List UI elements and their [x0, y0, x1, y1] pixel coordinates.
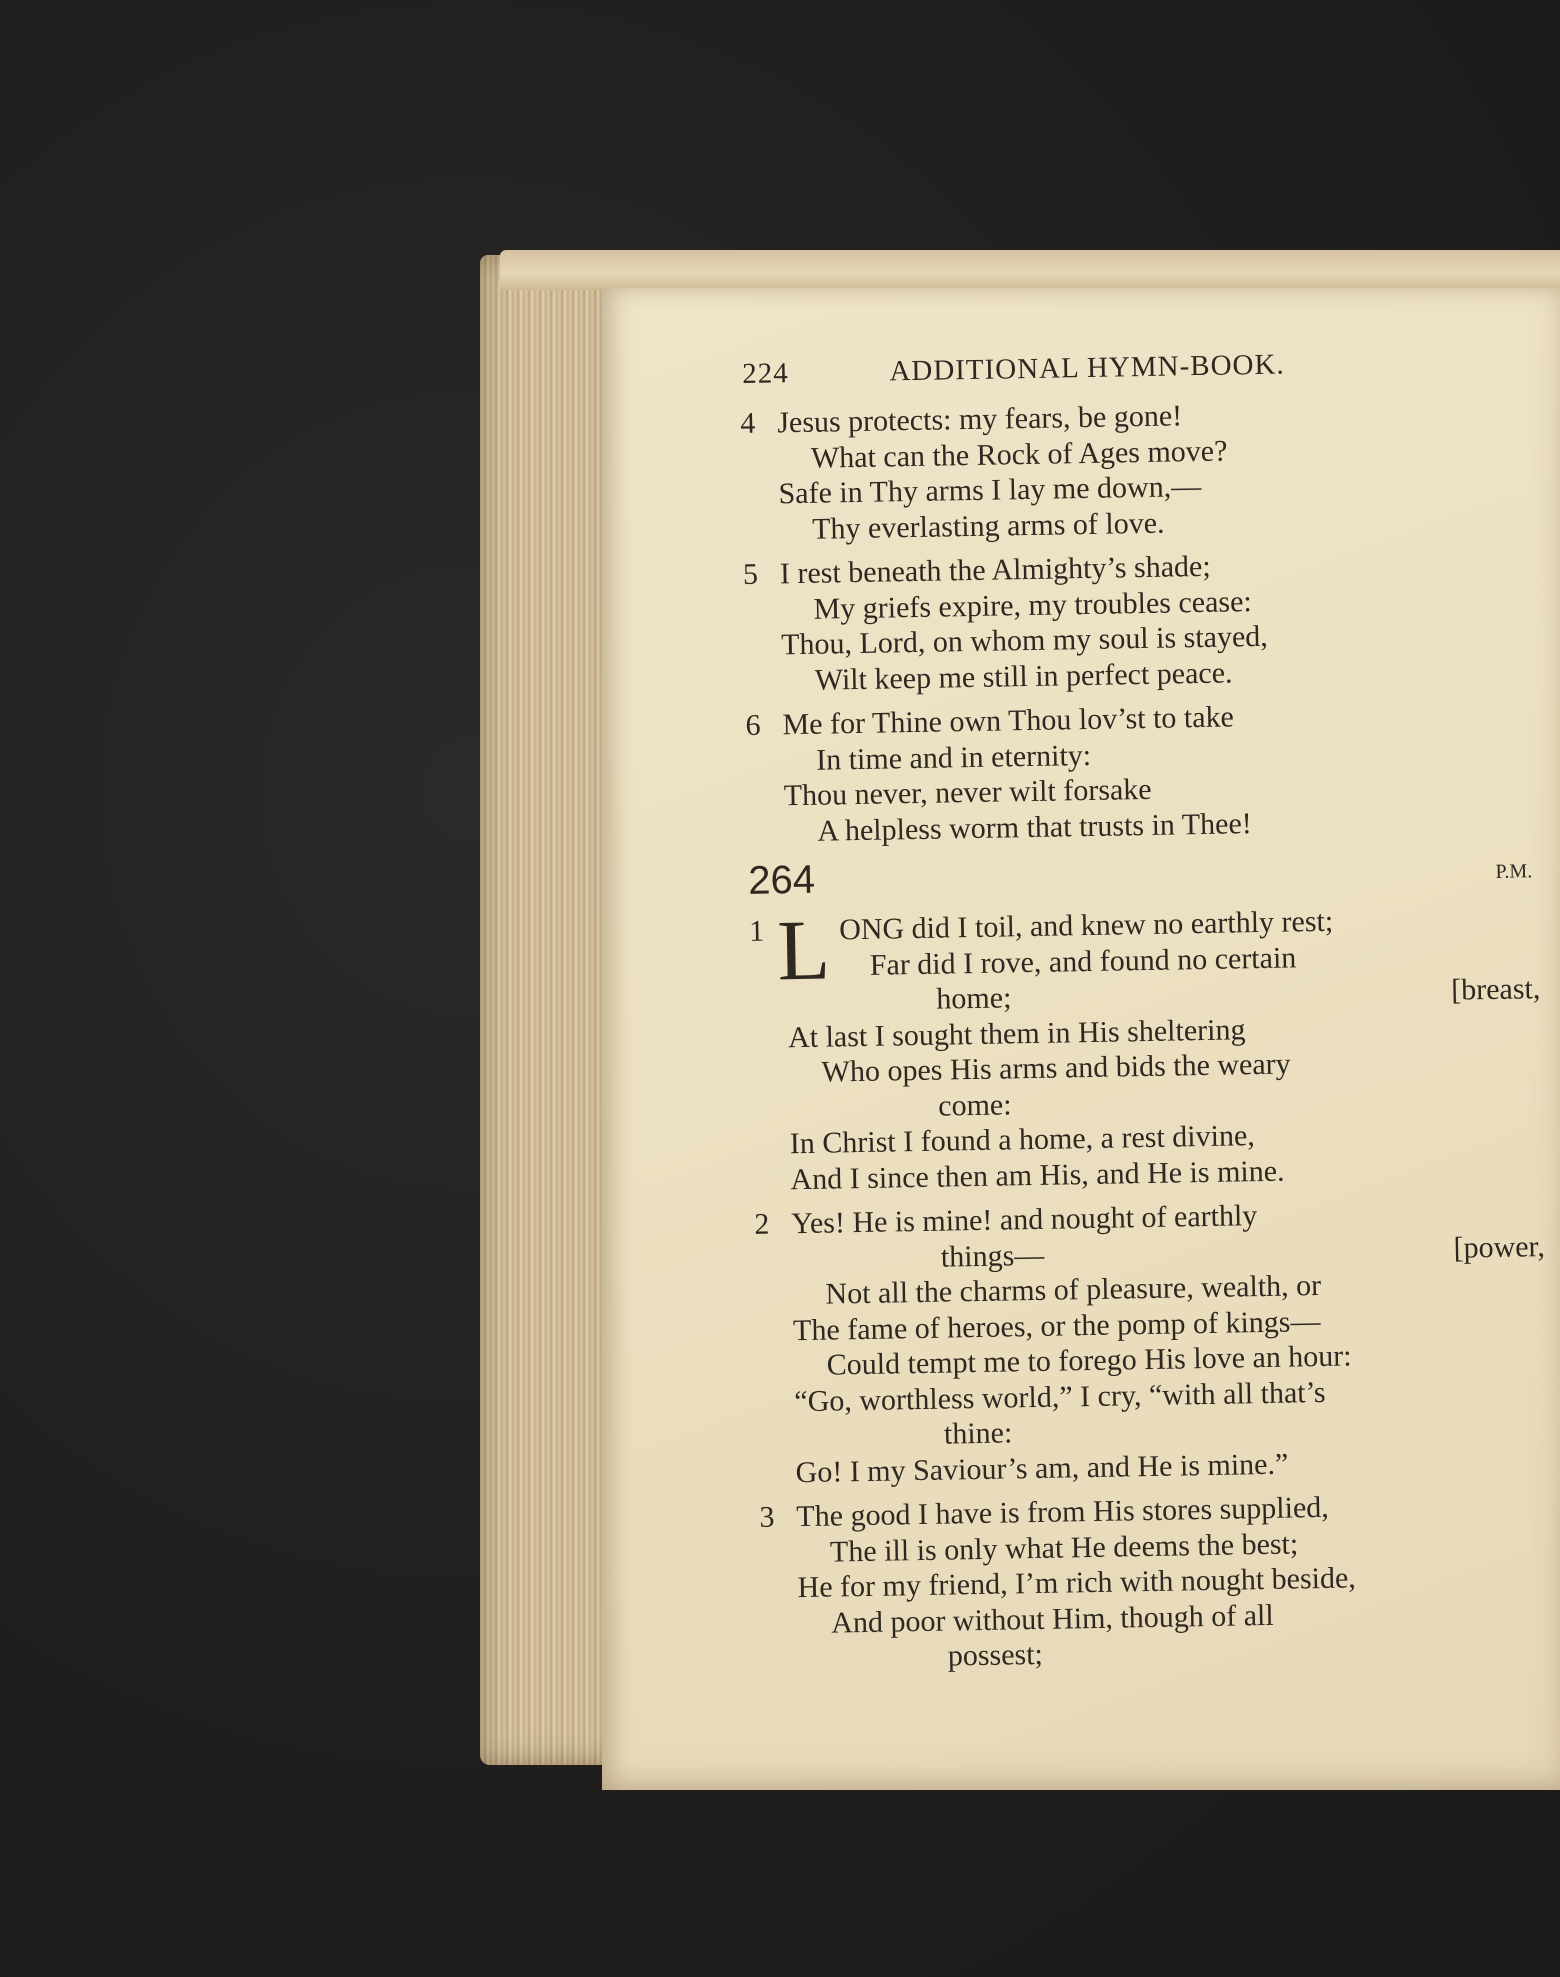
verse-line: Wilt keep me still in perfect peace. [814, 655, 1233, 697]
page-number: 224 [742, 357, 790, 390]
verse-text: I rest beneath the Almighty’s shade; [779, 549, 1211, 591]
stanza-number: 4 [740, 406, 756, 440]
verse-text: home; [936, 981, 1012, 1016]
page-content [740, 392, 1552, 1686]
hymn-heading [748, 848, 1539, 910]
stanza-number: 5 [742, 557, 759, 591]
verse-line: What can the Rock of Ages move? [810, 434, 1228, 475]
verse-line: come: [937, 1087, 1012, 1123]
page-edges [480, 255, 620, 1765]
hymn-264-stanza-2 [754, 1193, 1549, 1491]
page-header-title: ADDITIONAL HYMN-BOOK. [889, 348, 1285, 388]
verse-text: [breast, [1450, 972, 1541, 1007]
verse-text: Me for Thine own Thou lov’st to take [782, 700, 1235, 742]
verse-line: Thy everlasting arms of love. [811, 506, 1165, 546]
verse-text: Jesus protects: my fears, be gone! [777, 399, 1183, 440]
verse-line: The fame of heroes, or the pomp of kings— [792, 1304, 1321, 1347]
verse-text: Yes! He is mine! and nought of earthly [790, 1199, 1258, 1241]
verse-line: Go! I my Saviour’s am, and He is mine.” [795, 1447, 1289, 1489]
verse-line: A helpless worm that trusts in Thee! [817, 806, 1253, 848]
verse-line: And poor without Him, though of all [830, 1598, 1274, 1640]
verse-line: In time and in eternity: [815, 738, 1092, 777]
hymn-264-stanza-1 [749, 900, 1544, 1198]
verse-line: Thou never, never wilt forsake [783, 772, 1152, 813]
verse-line: He for my friend, I’m rich with nought beside, [797, 1561, 1357, 1605]
verse-line: Far did I rove, and found no certain [869, 940, 1297, 982]
stanza-6 [745, 694, 1537, 850]
verse-line: thine: [943, 1416, 1013, 1451]
verse-text: [power, [1453, 1229, 1546, 1265]
verse-line: Not all the charms of pleasure, wealth, or [825, 1268, 1322, 1311]
stanza-number: 6 [745, 708, 761, 742]
hymn-264-stanza-3 [759, 1486, 1552, 1677]
verse-line: Thou, Lord, on whom my soul is stayed, [780, 619, 1269, 662]
verse-line: My griefs expire, my troubles cease: [813, 584, 1252, 626]
verse-line: ONG did I toil, and knew no earthly rest; [838, 904, 1334, 947]
verse-text: The good I have is from His stores supplied, [796, 1490, 1330, 1534]
hymn-book [480, 250, 1560, 1800]
verse-line: possest; [947, 1637, 1044, 1673]
verse-line: Could tempt me to forego His love an hour: [826, 1339, 1352, 1382]
top-page-edge [500, 250, 1560, 290]
verse-line: At last I sought them in His sheltering [787, 1012, 1246, 1054]
stanza-number: 2 [753, 1207, 770, 1241]
running-head [742, 345, 1462, 391]
verse-line: The ill is only what He deems the best; [829, 1526, 1299, 1569]
verse-line: And I since then am His, and He is mine. [790, 1154, 1285, 1196]
hymn-number: 264 [747, 857, 816, 903]
stanza-number: 3 [759, 1500, 775, 1534]
verse-line: “Go, worthless world,” I cry, “with all that’s [794, 1375, 1326, 1418]
stanza-4 [740, 392, 1532, 548]
verse-line: Who opes His arms and bids the weary [821, 1047, 1291, 1089]
hymn-meter: P.M. [1495, 860, 1533, 883]
stanza-number: 1 [748, 914, 765, 948]
verse-text: things— [940, 1238, 1045, 1274]
book-page [602, 288, 1560, 1790]
stanza-5 [743, 543, 1535, 699]
verse-line: Safe in Thy arms I lay me down,— [778, 469, 1202, 511]
verse-line: In Christ I found a home, a rest divine, [789, 1119, 1256, 1161]
drop-cap: L [776, 901, 831, 999]
